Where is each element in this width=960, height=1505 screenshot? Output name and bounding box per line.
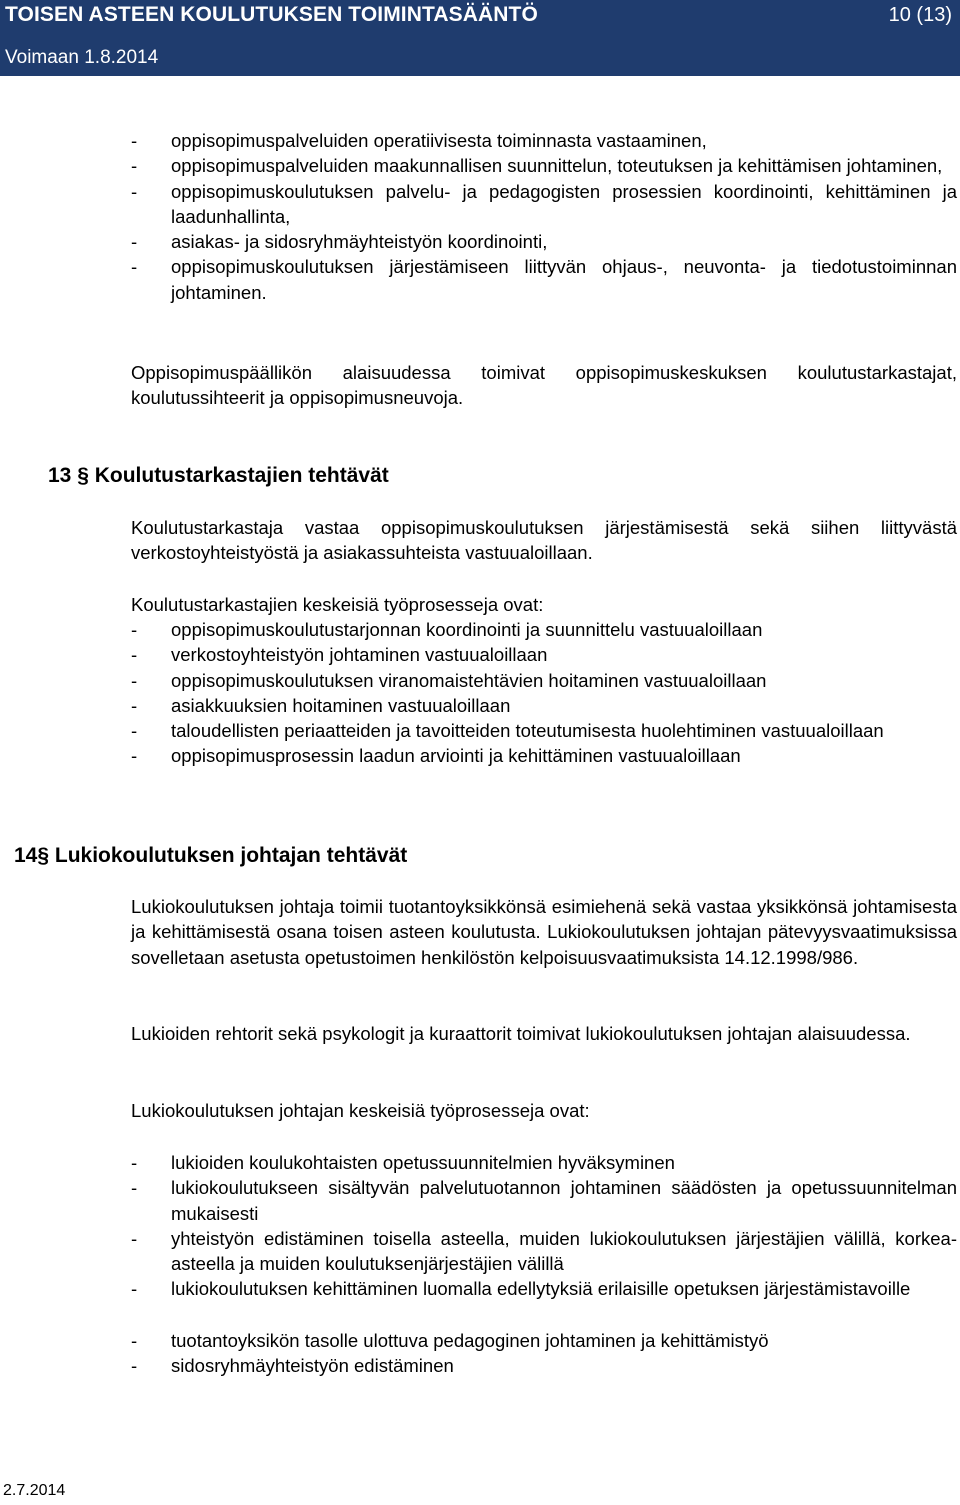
list-dash: - bbox=[131, 256, 138, 278]
effective-date: Voimaan 1.8.2014 bbox=[5, 47, 159, 68]
list-item-text: lukioiden koulukohtaisten opetussuunnitelmien hyväksyminen bbox=[171, 1152, 675, 1173]
list-item-text: yhteistyön edistäminen toisella asteella, muiden lukiokoulutuksen järjestäjien välillä, korkea-asteella ja muiden koulutuksenjärjestäjien välillä bbox=[171, 1227, 957, 1275]
list-item bbox=[131, 693, 871, 718]
section-13-list-continued bbox=[131, 718, 957, 769]
intro-list bbox=[131, 128, 957, 305]
list-item bbox=[131, 743, 957, 768]
section-14-list-intro-block bbox=[131, 1098, 957, 1123]
section-13-list-block bbox=[131, 617, 871, 718]
list-dash: - bbox=[131, 1330, 138, 1351]
list-item bbox=[131, 1175, 957, 1226]
list-dash: - bbox=[131, 720, 138, 741]
section-13-list-block-2 bbox=[131, 718, 957, 769]
list-item bbox=[131, 1353, 957, 1378]
list-dash: - bbox=[131, 745, 138, 767]
document-title: TOISEN ASTEEN KOULUTUKSEN TOIMINTASÄÄNTÖ bbox=[5, 3, 538, 26]
list-item-text: oppisopimuskoulutustarjonnan koordinointi ja suunnittelu vastuualoillaan bbox=[171, 619, 763, 640]
list-dash: - bbox=[131, 619, 138, 640]
section-14-body-2 bbox=[131, 1021, 957, 1046]
list-item-text: asiakas- ja sidosryhmäyhteistyön koordinointi, bbox=[171, 231, 548, 253]
section-14-list-continued bbox=[131, 1328, 957, 1379]
section-13-paragraph: Koulutustarkastaja vastaa oppisopimuskoulutuksen järjestämisestä sekä siihen liittyvästä verkostoyhteistyöstä ja asiakassuhteista vastuualoillaan. bbox=[131, 517, 957, 564]
list-item-text: asiakkuuksien hoitaminen vastuualoillaan bbox=[171, 694, 511, 716]
list-dash: - bbox=[131, 694, 138, 716]
intro-paragraph: Oppisopimuspäällikön alaisuudessa toimivat oppisopimuskeskuksen koulutustarkastajat, koulutussihteerit ja oppisopimusneuvoja. bbox=[131, 362, 957, 409]
section-14-body-1 bbox=[131, 894, 957, 970]
list-item bbox=[131, 1150, 957, 1175]
list-dash: - bbox=[131, 1278, 138, 1300]
intro-paragraph-block bbox=[131, 360, 957, 411]
page-number: 10 (13) bbox=[888, 4, 952, 26]
list-item-text: tuotantoyksikön tasolle ulottuva pedagoginen johtaminen ja kehittämistyö bbox=[171, 1330, 769, 1351]
list-item bbox=[131, 718, 957, 743]
page-header bbox=[0, 0, 960, 76]
list-item-text: oppisopimuskoulutuksen viranomaistehtävien hoitaminen vastuualoillaan bbox=[171, 669, 767, 691]
section-13-list-intro: Koulutustarkastajien keskeisiä työprosesseja ovat: bbox=[131, 594, 544, 615]
section-14-list bbox=[131, 1150, 957, 1302]
list-item bbox=[131, 1276, 957, 1301]
section-14-list-block-2 bbox=[131, 1328, 957, 1379]
list-item bbox=[131, 128, 957, 153]
list-item bbox=[131, 179, 957, 230]
section-13-list bbox=[131, 617, 871, 718]
list-item bbox=[131, 668, 871, 693]
section-14-paragraph-1: Lukiokoulutuksen johtaja toimii tuotantoyksikkönsä esimiehenä sekä vastaa yksikkönsä johtamisesta ja kehittämisestä osana toisen asteen koulutusta. Lukiokoulutuksen johtajan pätevyysvaatimuksissa sovelletaan asetusta opetustoimen henkilöstön kelpoisuusvaatimuksista 14.12.1998/986. bbox=[131, 896, 957, 968]
list-dash: - bbox=[131, 669, 138, 691]
section-13-body bbox=[131, 515, 957, 566]
list-item-text: lukiokoulutuksen kehittäminen luomalla edellytyksiä erilaisille opetuksen järjestämistavoille bbox=[171, 1278, 911, 1300]
list-item bbox=[131, 617, 871, 642]
section-13-heading: 13 § Koulutustarkastajien tehtävät bbox=[48, 464, 389, 487]
list-item-text: oppisopimuspalveluiden operatiivisesta toiminnasta vastaaminen, bbox=[171, 130, 707, 151]
list-item bbox=[131, 153, 957, 178]
list-item-text: taloudellisten periaatteiden ja tavoitteiden toteutumisesta huolehtiminen vastuualoillaan bbox=[171, 720, 884, 741]
list-dash: - bbox=[131, 1177, 138, 1199]
list-item bbox=[131, 229, 957, 254]
section-13-list-intro-block bbox=[131, 592, 957, 617]
list-item-text: oppisopimuskoulutuksen järjestämiseen liittyvän ohjaus-, neuvonta- ja tiedotustoiminnan johtaminen. bbox=[171, 256, 957, 303]
list-dash: - bbox=[131, 155, 138, 177]
list-item-text: oppisopimusprosessin laadun arviointi ja kehittäminen vastuualoillaan bbox=[171, 745, 741, 767]
list-item-text: verkostoyhteistyön johtaminen vastuualoillaan bbox=[171, 644, 548, 666]
list-item-text: oppisopimuskoulutuksen palvelu- ja pedagogisten prosessien koordinointi, kehittäminen ja laadunhallinta, bbox=[171, 180, 957, 227]
list-item bbox=[131, 254, 957, 305]
section-14-heading: 14§ Lukiokoulutuksen johtajan tehtävät bbox=[14, 844, 408, 867]
section-14-paragraph-2: Lukioiden rehtorit sekä psykologit ja kuraattorit toimivat lukiokoulutuksen johtajan alaisuudessa. bbox=[131, 1023, 911, 1044]
list-item-text: oppisopimuspalveluiden maakunnallisen suunnittelun, toteutuksen ja kehittämisen johtaminen, bbox=[171, 155, 943, 177]
section-14-list-intro: Lukiokoulutuksen johtajan keskeisiä työprosesseja ovat: bbox=[131, 1100, 590, 1121]
list-item-text: sidosryhmäyhteistyön edistäminen bbox=[171, 1355, 454, 1377]
list-item bbox=[131, 1226, 957, 1277]
list-item-text: lukiokoulutukseen sisältyvän palvelutuotannon johtaminen säädösten ja opetussuunnitelman mukaisesti bbox=[171, 1177, 957, 1224]
list-dash: - bbox=[131, 1152, 138, 1173]
list-dash: - bbox=[131, 130, 138, 151]
list-dash: - bbox=[131, 1355, 138, 1377]
list-item bbox=[131, 1328, 957, 1353]
list-dash: - bbox=[131, 644, 138, 666]
list-item bbox=[131, 642, 871, 667]
intro-list-block bbox=[131, 128, 957, 305]
list-dash: - bbox=[131, 1227, 138, 1249]
list-dash: - bbox=[131, 231, 138, 253]
section-14-list-block bbox=[131, 1150, 957, 1302]
footer-date: 2.7.2014 bbox=[3, 1482, 66, 1499]
list-dash: - bbox=[131, 180, 138, 202]
